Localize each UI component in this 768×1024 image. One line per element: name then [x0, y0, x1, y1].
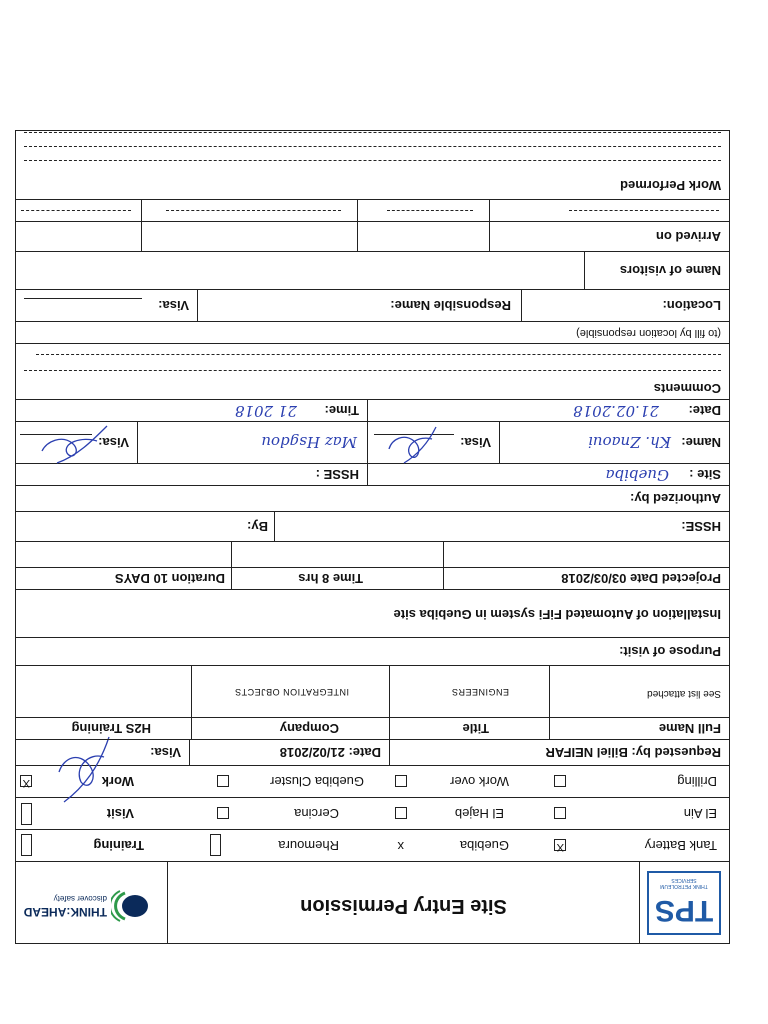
authorized-name-label: Name: — [681, 435, 721, 450]
request-date-cell — [189, 740, 389, 765]
comment-line — [36, 354, 721, 355]
schedule-row — [16, 567, 729, 589]
site-visa-cell — [367, 422, 499, 463]
authorized-date-value: 21.02.2018 — [573, 402, 659, 420]
location-field-label: Location: — [662, 298, 721, 313]
authorized-time-value: 21 2018 — [234, 402, 297, 420]
visitors-table-header — [16, 717, 729, 739]
hsse-by-cell — [14, 512, 274, 541]
th-title-text: Title — [462, 721, 489, 736]
location-label: Rhemoura — [278, 838, 339, 853]
site-row — [16, 463, 729, 485]
time-cell — [231, 568, 443, 589]
location-label: El Ain — [683, 806, 717, 821]
authorized-time-label: Time: — [324, 403, 359, 418]
td-title — [389, 666, 549, 717]
authorized-name-value: Kh. Znaoui — [588, 433, 671, 451]
request-date: Date: 21/02/2018 — [279, 745, 381, 760]
site-entry-form — [15, 130, 730, 944]
partner-logo-tagline: discover safety — [53, 894, 107, 903]
authorized-date-label: Date: — [688, 403, 721, 418]
location-cell — [521, 290, 729, 321]
hsse-by-label: By: — [247, 519, 268, 534]
td-company — [191, 666, 389, 717]
blank-cell — [141, 222, 357, 251]
signature-line — [24, 298, 142, 299]
location-responsible-row — [16, 289, 729, 321]
location-label: Cercina — [294, 806, 339, 821]
location-row-1 — [16, 829, 729, 861]
schedule-duration: Duration 10 DAYS — [114, 571, 225, 586]
fill-line — [21, 210, 131, 211]
td-h2s — [14, 666, 191, 717]
site-value: Guebiba — [605, 466, 669, 484]
arrived-dash-row — [16, 199, 729, 221]
location-checkbox[interactable] — [217, 807, 229, 819]
location-label: Drilling — [677, 774, 717, 789]
hsse-row — [16, 511, 729, 541]
work-line — [24, 146, 721, 147]
th-company-text: Company — [279, 721, 339, 736]
location-label: Guebiba — [459, 838, 509, 853]
tps-logo — [647, 871, 721, 935]
th-h2s — [14, 718, 191, 739]
request-visa-cell — [14, 740, 189, 765]
responsible-cell — [197, 290, 521, 321]
visit-type-checkbox[interactable] — [21, 834, 32, 856]
th-full-name-text: Full Name — [658, 721, 721, 736]
comments-label: Comments — [653, 381, 721, 396]
td-title-text: ENGINEERS — [451, 687, 509, 697]
location-note: (to fill by location responsible) — [576, 327, 721, 339]
visit-type-label: Work — [101, 774, 134, 789]
location-label: El Hajeb — [454, 806, 504, 821]
comments-row — [16, 343, 729, 399]
blank-cell — [357, 222, 489, 251]
visitors-table-row — [16, 665, 729, 717]
projected-date-cell — [443, 568, 729, 589]
hsse-visa-cell — [14, 422, 137, 463]
visitors-name-label: Name of visitors — [619, 263, 721, 278]
location-mark: X — [556, 841, 564, 853]
form-title: Site Entry Permission — [300, 895, 507, 917]
dash-cell — [14, 200, 141, 221]
th-title — [389, 718, 549, 739]
purpose-label-row — [16, 637, 729, 665]
location-label: Guebiba Cluster — [270, 774, 364, 789]
work-performed-label: Work Performed — [620, 178, 721, 193]
requested-by-row — [16, 739, 729, 765]
tps-logo-text: TPS — [654, 894, 714, 927]
purpose-text-row — [16, 589, 729, 637]
hsse-cell — [274, 512, 729, 541]
schedule-time: Time 8 hrs — [298, 571, 363, 586]
projected-date: Projected Date 03/03/2018 — [561, 571, 721, 586]
think-ahead-logo-icon — [111, 889, 155, 923]
location-checkbox[interactable] — [395, 807, 407, 819]
date-row — [16, 399, 729, 421]
purpose-text: Installation of Automated FiFi system in Guebiba site — [393, 607, 721, 622]
partner-logo-text: THINK:AHEAD — [23, 905, 107, 919]
location-row-3 — [16, 765, 729, 797]
comment-line — [24, 370, 721, 371]
purpose-label: Purpose of visit: — [619, 644, 721, 659]
requested-by-cell — [389, 740, 729, 765]
location-label: Tank Battery — [644, 838, 717, 853]
dash-cell — [489, 200, 729, 221]
partner-logo-cell — [14, 862, 167, 943]
location-visa-cell — [14, 290, 197, 321]
location-visa-label: Visa: — [158, 298, 189, 313]
visitors-name-row — [16, 251, 729, 289]
fill-line — [387, 210, 473, 211]
td-company-text: INTEGRATION OBJECTS — [234, 687, 349, 697]
visit-type-label: Visit — [106, 806, 134, 821]
site-signature — [384, 417, 444, 467]
visit-type-label: Training — [93, 838, 144, 853]
responsible-label: Responsible Name: — [390, 298, 511, 313]
authorized-hsse-label: HSSE : — [315, 467, 359, 482]
hsse-time-cell — [14, 400, 367, 421]
name-row — [16, 421, 729, 463]
location-mark: x — [397, 839, 404, 854]
location-checkbox[interactable] — [395, 775, 407, 787]
site-date-cell — [367, 400, 729, 421]
dash-cell — [141, 200, 357, 221]
site-cell — [367, 464, 729, 485]
schedule-blank-row — [16, 541, 729, 567]
location-note-row — [16, 321, 729, 343]
hsse-label: HSSE: — [681, 519, 721, 534]
location-checkbox[interactable] — [217, 775, 229, 787]
duration-cell — [14, 568, 231, 589]
hsse-name-value: Maz Hsgdou — [261, 433, 357, 451]
location-row-2 — [16, 797, 729, 829]
site-name-cell — [499, 422, 729, 463]
tps-logo-tagline: THINK PETROLEUM SERVICES — [660, 877, 708, 889]
title-cell — [167, 862, 639, 943]
td-full-name — [549, 666, 729, 717]
blank-cell — [443, 542, 729, 567]
location-checkbox[interactable] — [554, 775, 566, 787]
site-visa-label: Visa: — [460, 435, 491, 450]
authorized-label: Authorized by: — [630, 491, 721, 506]
hsse-signature — [37, 421, 117, 471]
visit-type-mark: X — [22, 777, 30, 789]
fill-line — [569, 210, 719, 211]
location-checkbox[interactable] — [554, 807, 566, 819]
th-h2s-text: H2S Training — [71, 721, 151, 736]
work-performed-row — [16, 129, 729, 199]
visit-type-checkbox[interactable] — [21, 803, 32, 825]
arrived-row — [16, 221, 729, 251]
th-company — [191, 718, 389, 739]
request-visa-label: Visa: — [150, 745, 181, 760]
work-line — [24, 160, 721, 161]
hsse-visa-label: Visa: — [98, 435, 129, 450]
requested-by: Requested by: Biliel NEIFAR — [545, 745, 721, 760]
visitors-name-cell — [584, 252, 729, 289]
blank-cell — [231, 542, 443, 567]
location-checkbox[interactable] — [210, 834, 221, 856]
site-label: Site : — [689, 467, 721, 482]
fill-line — [166, 210, 341, 211]
td-full-name-text: See list attached — [647, 688, 721, 699]
arrived-label: Arrived on — [655, 229, 721, 244]
th-full-name — [549, 718, 729, 739]
authorized-row — [16, 485, 729, 511]
location-label: Work over — [450, 774, 509, 789]
work-line — [24, 132, 721, 133]
arrived-cell — [489, 222, 729, 251]
hsse-name-cell — [137, 422, 367, 463]
tps-logo-cell — [639, 862, 729, 943]
header-row — [16, 861, 729, 943]
dash-cell — [357, 200, 489, 221]
